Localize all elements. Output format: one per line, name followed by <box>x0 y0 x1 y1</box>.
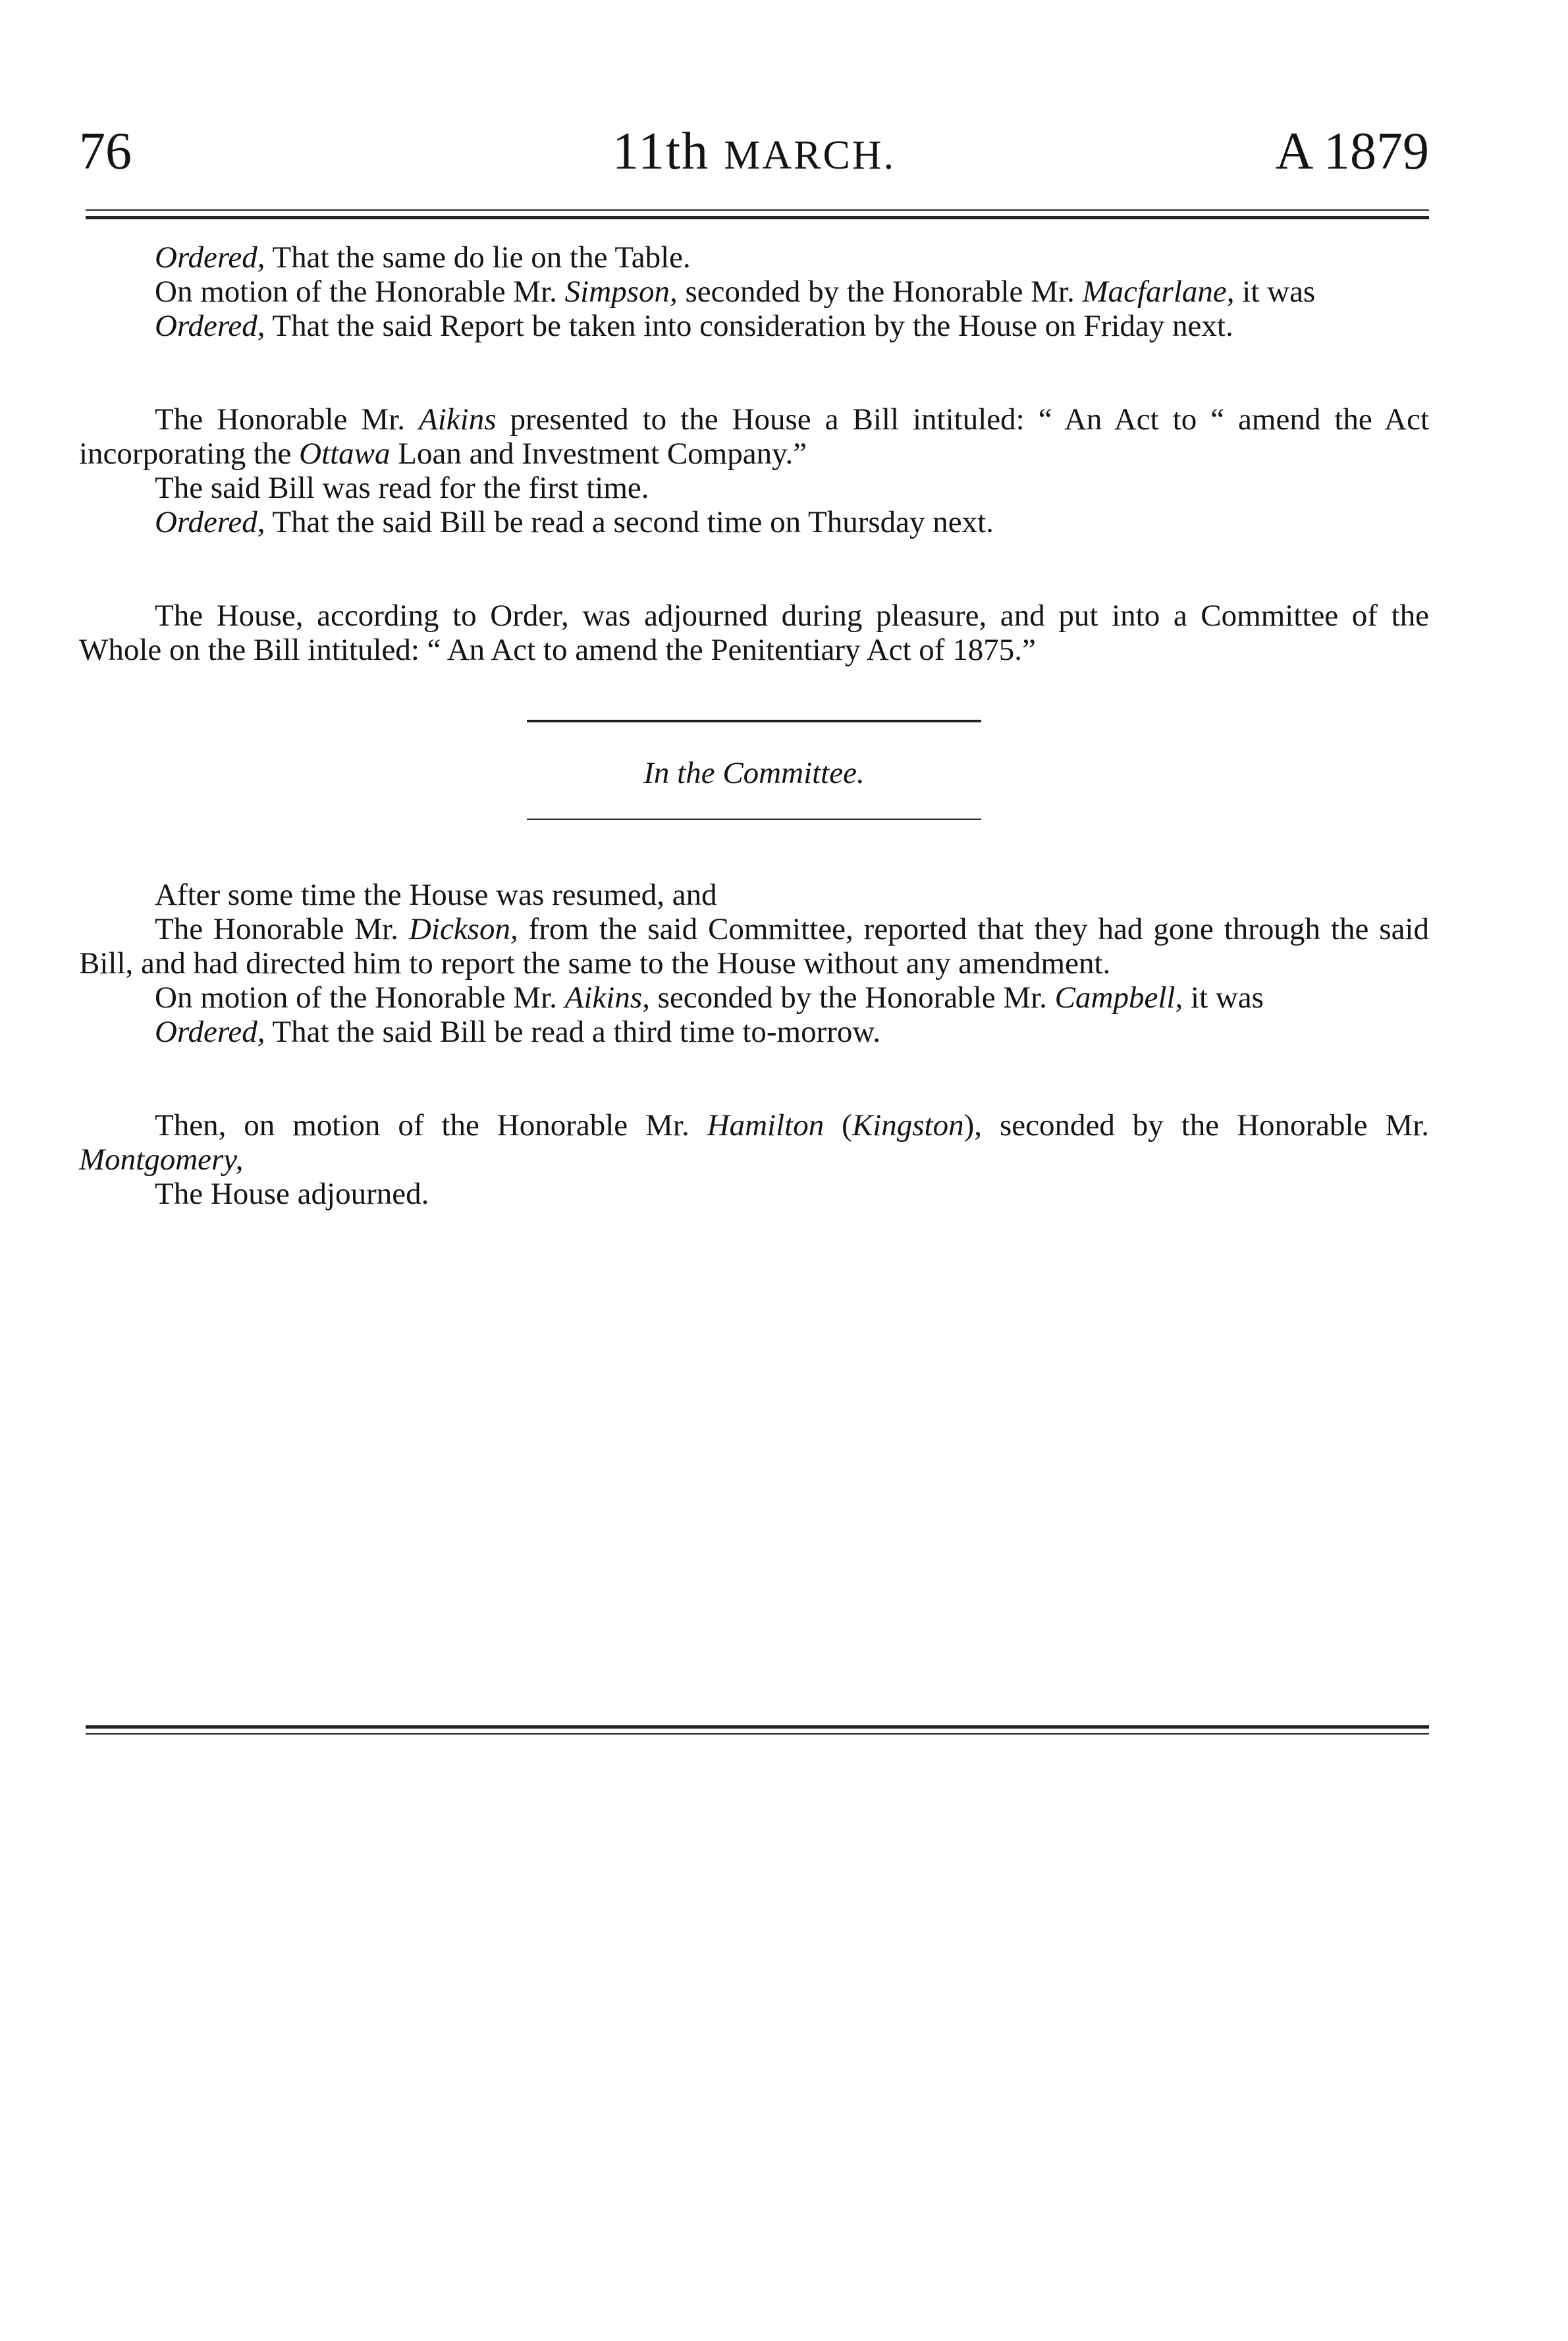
member-name: Dickson, <box>408 912 518 946</box>
committee-title: In the Committee. <box>643 756 865 790</box>
motion-text: seconded by the Honorable Mr. <box>649 981 1055 1015</box>
motion-text: it was <box>1183 981 1264 1015</box>
report-text: from the said Committee, reported that they had gone through the said Bill, and had directed him to report the same to the House without any amendment. <box>79 912 1429 981</box>
committee-whole-paragraph: The House, according to Order, was adjourned during pleasure, and put into a Committee of the Whole on the Bill intituled: “ An Act to amend the Penitentiary Act of 1875.” <box>79 599 1429 667</box>
place-name: Ottawa <box>299 437 391 471</box>
committee-rule-bottom <box>527 819 981 820</box>
house-resumed: After some time the House was resumed, and <box>155 878 717 912</box>
footer-rule-bottom <box>86 1733 1429 1735</box>
header-date-day: 11th <box>612 122 724 180</box>
member-name: Hamilton <box>707 1108 825 1143</box>
ordered-label: Ordered, <box>155 309 265 343</box>
member-name: Simpson, <box>564 275 678 309</box>
bill-text: presented to the House a Bill intituled: “ An Act to “ amend the Act incorporating the <box>79 402 1430 471</box>
ordered-label: Ordered, <box>155 1015 265 1049</box>
header-year: A 1879 <box>1275 122 1429 180</box>
bill-text: Loan and Investment Company.” <box>390 437 807 471</box>
motion-text: ), seconded by the Honorable Mr. <box>963 1108 1430 1143</box>
page-header <box>79 112 1429 191</box>
header-rule-bottom <box>86 216 1429 219</box>
motion-aikins <box>79 981 1429 1015</box>
paragraph-gap <box>79 1049 1429 1108</box>
committee-rule-top <box>527 720 981 722</box>
third-reading-order <box>79 1015 1429 1049</box>
order-text: That the said Bill be read a third time to-morrow. <box>265 1015 881 1049</box>
journal-body <box>79 240 1429 1211</box>
order-text: That the said Bill be read a second time on Thursday next. <box>265 505 994 539</box>
header-date-month: MARCH. <box>724 133 896 178</box>
motion-text: seconded by the Honorable Mr. <box>677 275 1083 309</box>
committee-heading-block <box>79 720 1429 878</box>
motion-text: On motion of the Honorable Mr. <box>155 981 565 1015</box>
member-name: Montgomery, <box>79 1143 244 1177</box>
bill-text: The Honorable Mr. <box>155 402 419 437</box>
member-name: Campbell, <box>1054 981 1183 1015</box>
report-text: The Honorable Mr. <box>155 912 409 946</box>
member-name: Aikins <box>419 402 497 437</box>
bill-presented <box>79 402 1429 471</box>
adjournment-motion <box>79 1108 1429 1177</box>
motion-text: ( <box>824 1108 852 1143</box>
header-rule-top <box>86 209 1429 211</box>
order-text: That the same do lie on the Table. <box>265 240 691 275</box>
place-name: Kingston <box>852 1108 964 1143</box>
motion-text: Then, on motion of the Honorable Mr. <box>155 1108 707 1143</box>
house-adjourned: The House adjourned. <box>155 1177 429 1211</box>
ordered-label: Ordered, <box>155 505 265 539</box>
order-table-line <box>79 240 1429 275</box>
member-name: Macfarlane, <box>1082 275 1235 309</box>
motion-text: On motion of the Honorable Mr. <box>155 275 565 309</box>
committee-report <box>79 912 1429 981</box>
footer-rule-top <box>86 1725 1429 1729</box>
order-report-line <box>79 309 1429 343</box>
order-text: That the said Report be taken into consideration by the House on Friday next. <box>265 309 1233 343</box>
second-reading-order <box>79 505 1429 539</box>
motion-text: it was <box>1234 275 1316 309</box>
paragraph-gap <box>79 539 1429 599</box>
header-date <box>79 119 1429 188</box>
motion-simpson <box>79 275 1429 309</box>
first-reading: The said Bill was read for the first time. <box>155 471 649 505</box>
ordered-label: Ordered, <box>155 240 265 275</box>
page-number: 76 <box>79 122 132 180</box>
member-name: Aikins, <box>564 981 650 1015</box>
paragraph-gap <box>79 343 1429 402</box>
